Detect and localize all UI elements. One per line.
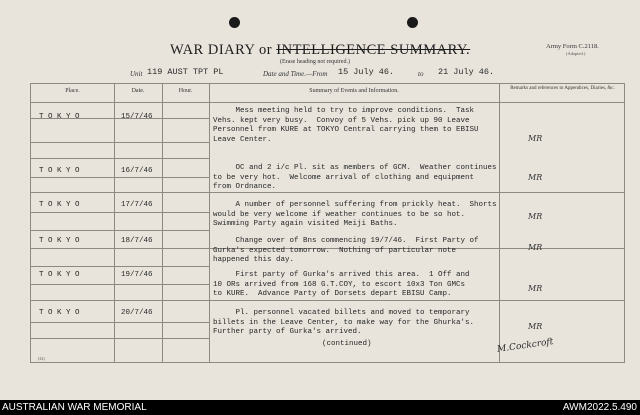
entry-initials: MR [528, 322, 543, 331]
entry-summary: A number of personnel suffering from prickly heat. Shorts would be very welcome if weather continues to be so hot. Swimming Party again visited Meiji Baths. [213, 201, 497, 228]
date-time-label: Date and Time.—From [263, 70, 328, 78]
punch-hole-right [407, 17, 418, 28]
entry-place: T O K Y O [39, 271, 80, 279]
erase-heading-note: (Erase heading not required.) [280, 59, 350, 65]
column-header-summary: Summary of Events and Information. [309, 88, 399, 94]
entry-summary: Change over of Bns commencing 19/7/46. First Party of Gurka's expected tomorrow. Nothing of particular note happened this day. [213, 237, 479, 264]
entry-date: 19/7/46 [121, 271, 153, 279]
form-title [170, 42, 470, 59]
entry-summary: OC and 2 i/c Pl. sit as members of GCM. Weather continues to be very hot. Welcome arrival of clothing and equipment from Ordnance. [213, 164, 497, 191]
to-label: to [418, 70, 424, 78]
entry-initials: MR [528, 134, 543, 143]
punch-hole-left [229, 17, 240, 28]
entry-initials: MR [528, 243, 543, 252]
entry-date: 16/7/46 [121, 167, 153, 175]
diary-table [30, 83, 625, 363]
title-war-diary: WAR DIARY or [170, 42, 273, 58]
column-header-date: Date. [131, 88, 145, 94]
entry-initials: MR [528, 173, 543, 182]
entry-summary: Pl. personnel vacated billets and moved to temporary billets in the Leave Center, to make way for the Ghurka's. Further party of Gurka's arrived. [213, 309, 475, 336]
continued-note: (continued) [322, 340, 372, 348]
entry-summary: Mess meeting held to try to improve conditions. Task Vehs. kept very busy. Convoy of 5 Vehs. pick up 90 Leave Personnel from KURE at TOKYO Central carrying them to EBISU Leave Center. [213, 107, 479, 144]
adapted-note: (Adapted.) [566, 51, 586, 56]
footer-accession-number: AWM2022.5.490 [562, 402, 637, 413]
entry-date: 20/7/46 [121, 309, 153, 317]
unit-value: 119 AUST TPT PL [147, 67, 224, 77]
entry-summary: First party of Gurka's arrived this area. 1 Off and 10 ORs arrived from 168 G.T.COY, to escort 10x3 Ton GMCs to KURE. Advance Party of Dorsets depart EBISU Camp. [213, 271, 470, 298]
print-code: (32) [38, 356, 45, 361]
to-date: 21 July 46. [438, 67, 495, 77]
entry-initials: MR [528, 284, 543, 293]
from-date: 15 July 46. [338, 67, 395, 77]
army-form-number: Army Form C.2118. [546, 43, 599, 50]
footer-bar [0, 400, 640, 415]
entry-place: T O K Y O [39, 113, 80, 121]
column-header-place: Place. [65, 88, 80, 94]
entry-date: 18/7/46 [121, 237, 153, 245]
entry-date: 17/7/46 [121, 201, 153, 209]
entry-date: 15/7/46 [121, 113, 153, 121]
column-header-remarks: Remarks and references to Appendices, Diaries, &c. [510, 86, 615, 91]
entry-place: T O K Y O [39, 201, 80, 209]
column-header-hour: Hour. [178, 88, 193, 94]
entry-place: T O K Y O [39, 309, 80, 317]
title-intelligence-summary: INTELLIGENCE SUMMARY. [276, 42, 471, 58]
footer-credit: AUSTRALIAN WAR MEMORIAL [2, 402, 147, 413]
entry-place: T O K Y O [39, 167, 80, 175]
signature: M.Cockcroft [496, 337, 555, 355]
unit-label: Unit [130, 70, 143, 78]
entry-place: T O K Y O [39, 237, 80, 245]
entry-initials: MR [528, 212, 543, 221]
